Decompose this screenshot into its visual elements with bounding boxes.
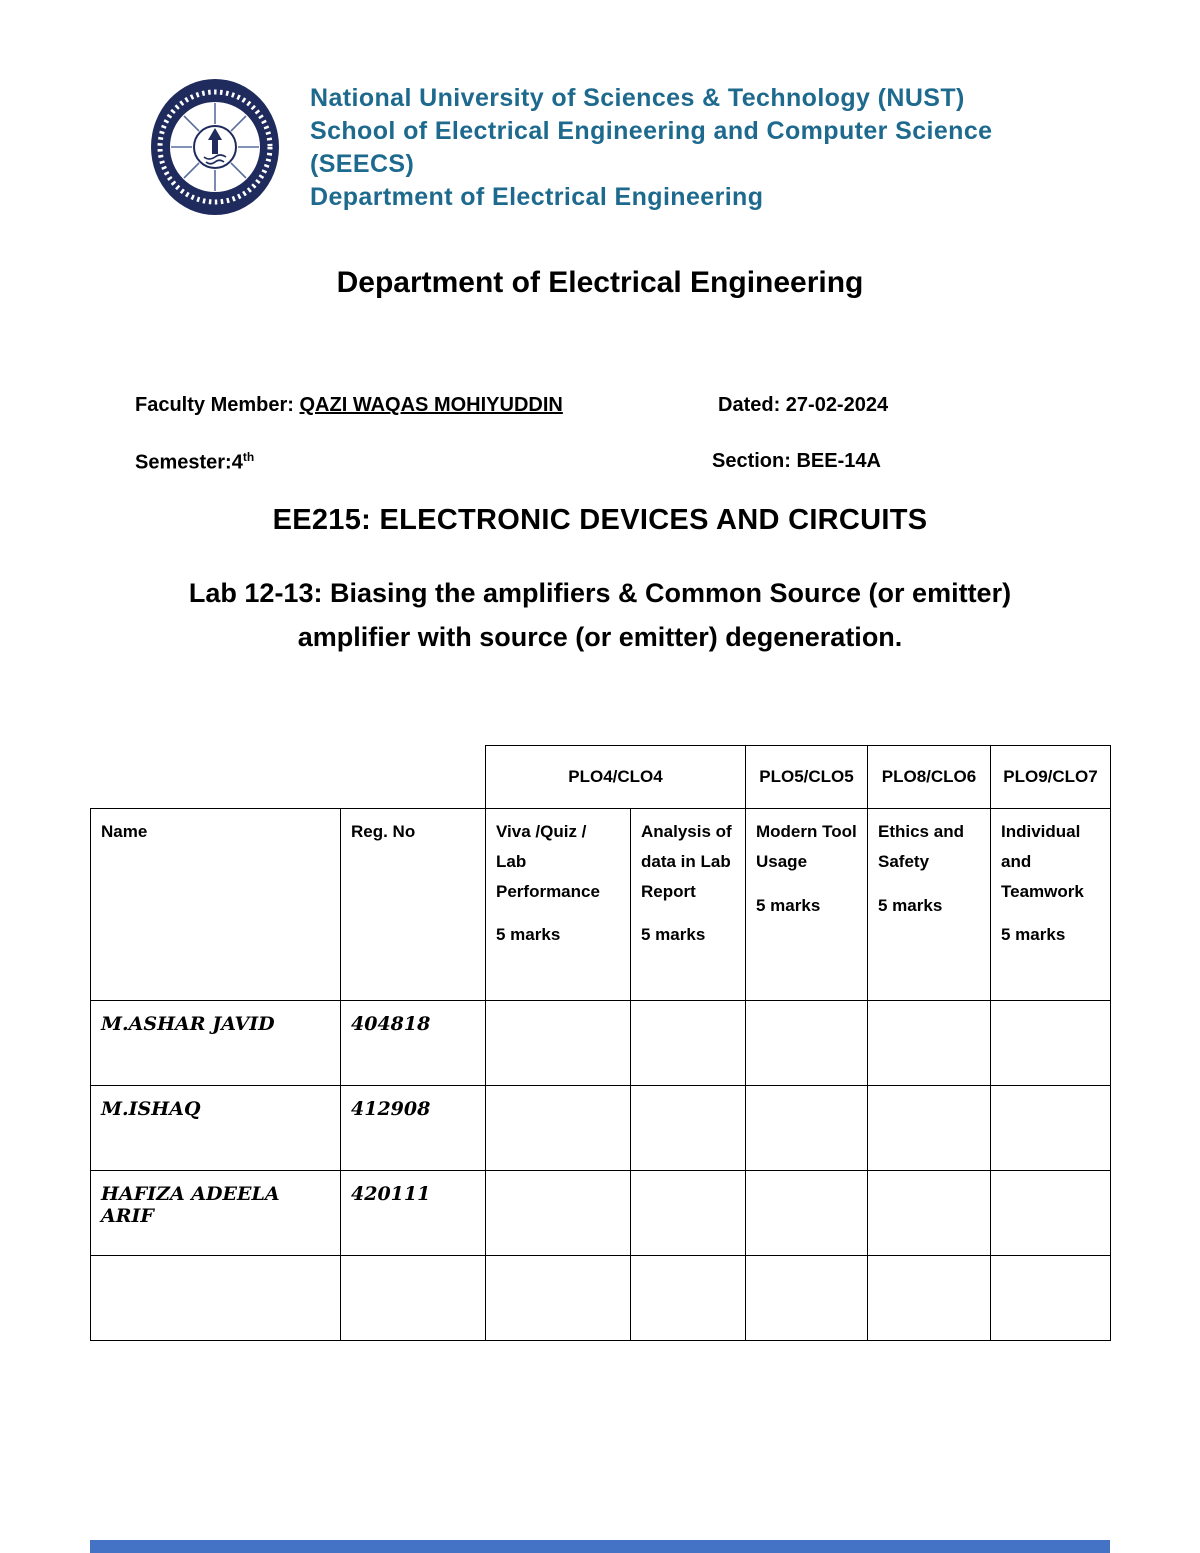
student-name: HAFIZA ADEELA ARIF xyxy=(91,1171,341,1256)
column-marks: 5 marks xyxy=(756,895,821,915)
teamwork-column-header xyxy=(991,809,1111,1001)
student-reg xyxy=(341,1256,486,1341)
column-marks: 5 marks xyxy=(641,925,706,945)
plo-row-spacer xyxy=(91,746,486,809)
student-reg: 404818 xyxy=(341,1001,486,1086)
column-title: Ethics and Safety xyxy=(878,822,964,871)
letterhead-line-4: Department of Electrical Engineering xyxy=(310,183,764,211)
grade-cell xyxy=(991,1086,1111,1171)
plo8-clo6-header: PLO8/CLO6 xyxy=(868,746,991,809)
grade-cell xyxy=(868,1086,991,1171)
column-header-row xyxy=(91,809,1111,1001)
faculty-label: Faculty Member: xyxy=(135,394,294,416)
grade-cell xyxy=(746,1171,868,1256)
column-title: Name xyxy=(101,822,148,841)
regno-column-header xyxy=(341,809,486,1001)
table-row xyxy=(91,1171,1111,1256)
grade-cell xyxy=(746,1256,868,1341)
grade-cell xyxy=(991,1171,1111,1256)
letterhead-line-2: School of Electrical Engineering and Computer Science xyxy=(310,117,993,145)
name-column-header xyxy=(91,809,341,1001)
column-marks: 5 marks xyxy=(878,895,943,915)
faculty-name: QAZI WAQAS MOHIYUDDIN xyxy=(299,394,563,416)
column-title: Individual and Teamwork xyxy=(1001,822,1084,901)
plo4-clo4-header: PLO4/CLO4 xyxy=(486,746,746,809)
letterhead-line-1: National University of Sciences & Technology (NUST) xyxy=(310,84,965,112)
letterhead xyxy=(310,82,1090,214)
grade-cell xyxy=(991,1256,1111,1341)
column-marks: 5 marks xyxy=(1001,925,1066,945)
plo9-clo7-header: PLO9/CLO7 xyxy=(991,746,1111,809)
grade-cell xyxy=(486,1171,631,1256)
analysis-column-header xyxy=(631,809,746,1001)
ethics-column-header xyxy=(868,809,991,1001)
footer-accent-bar xyxy=(90,1540,1110,1553)
table-row xyxy=(91,1086,1111,1171)
table-row xyxy=(91,1256,1111,1341)
grade-cell xyxy=(868,1171,991,1256)
grade-cell xyxy=(991,1001,1111,1086)
student-reg: 420111 xyxy=(341,1171,486,1256)
lab-heading: Lab 12-13: Biasing the amplifiers & Common Source (or emitter) amplifier with source (or emitter) degeneration. xyxy=(188,578,1012,652)
grade-cell xyxy=(486,1001,631,1086)
table-row xyxy=(91,1001,1111,1086)
nust-emblem-icon xyxy=(148,76,282,218)
faculty-member-row xyxy=(135,394,563,417)
grade-cell xyxy=(868,1256,991,1341)
department-heading: Department of Electrical Engineering xyxy=(336,266,864,299)
grade-cell xyxy=(631,1256,746,1341)
grade-cell xyxy=(746,1001,868,1086)
plo5-clo5-header: PLO5/CLO5 xyxy=(746,746,868,809)
grade-cell xyxy=(746,1086,868,1171)
nust-logo xyxy=(148,76,282,218)
column-title: Modern Tool Usage xyxy=(756,822,857,871)
column-title: Viva /Quiz / Lab Performance xyxy=(496,822,600,901)
grade-cell xyxy=(631,1001,746,1086)
semester-value xyxy=(135,450,254,475)
column-title: Analysis of data in Lab Report xyxy=(641,822,732,901)
student-name: M.ISHAQ xyxy=(91,1086,341,1171)
letterhead-line-3: (SEECS) xyxy=(310,150,415,178)
student-name: M.ASHAR JAVID xyxy=(91,1001,341,1086)
semester-text: Semester:4 xyxy=(135,451,243,474)
student-name xyxy=(91,1256,341,1341)
column-marks: 5 marks xyxy=(496,925,561,945)
dated-value: Dated: 27-02-2024 xyxy=(718,394,889,416)
grade-cell xyxy=(486,1086,631,1171)
grade-cell xyxy=(868,1001,991,1086)
section-value: Section: BEE-14A xyxy=(712,450,881,472)
grade-cell xyxy=(631,1086,746,1171)
viva-column-header xyxy=(486,809,631,1001)
grade-cell xyxy=(631,1171,746,1256)
plo-header-row xyxy=(91,746,1111,809)
student-reg: 412908 xyxy=(341,1086,486,1171)
course-heading: EE215: ELECTRONIC DEVICES AND CIRCUITS xyxy=(272,504,928,536)
column-title: Reg. No xyxy=(351,822,416,841)
grade-cell xyxy=(486,1256,631,1341)
modern-tool-column-header xyxy=(746,809,868,1001)
semester-superscript: th xyxy=(242,450,255,464)
grading-table xyxy=(90,745,1111,1341)
